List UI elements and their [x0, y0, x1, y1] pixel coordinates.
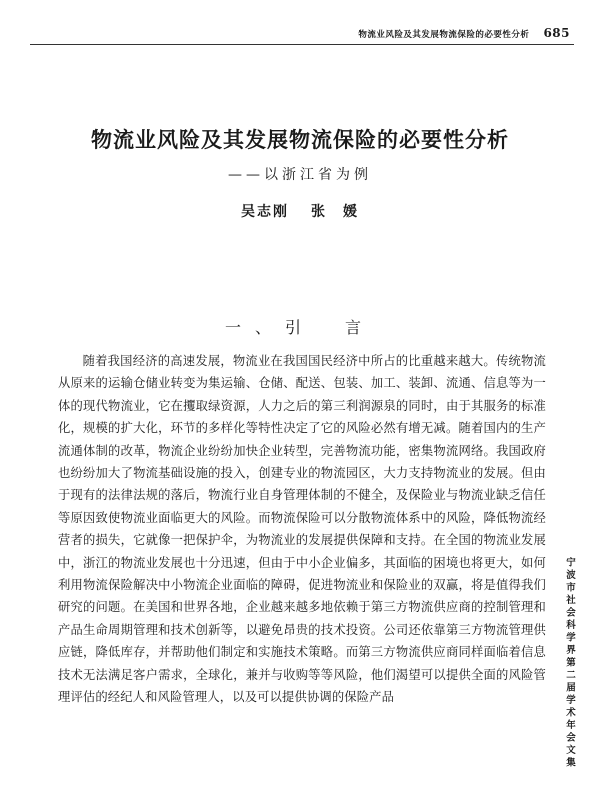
section-heading: 一、引 言	[224, 318, 375, 337]
body-paragraph: 随着我国经济的高速发展，物流业在我国国民经济中所占的比重越来越大。传统物流从原来的运输仓储业转变为集运输、仓储、配送、包装、加工、装卸、流通、信息等为一体的现代物流业，它在攫取绿资源，人力之后的第三利润源泉的同时，由于其服务的标准化，规模的扩大化，环节的多样化等特性决定了它的风险必然有增无减。随着国内的生产流通体制的改革，物流企业纷纷加快企业转型，完善物流功能，密集物流网络。我国政府也纷纷加大了物流基础设施的投入，创建专业的物流园区，大力支持物流业的发展。但由于现有的法律法规的落后，物流行业自身管理体制的不健全，及保险业与物流业缺乏信任等原因致使物流业面临更大的风险。而物流保险可以分散物流体系中的风险，降低物流经营者的损失，它就像一把保护伞，为物流业的发展提供保障和支持。在全国的物流业发展中，浙江的物流业发展也十分迅速，但由于中小企业偏多，其面临的困境也将更大，如何利用物流保险解决中小物流企业面临的障碍，促进物流业和保险业的双赢，将是值得我们研究的问题。在美国和世界各地，企业越来越多地依赖于第三方物流供应商的控制管理和产品生命周期管理和技术创新等，以避免昂贵的技术投资。公司还依靠第三方物流管理供应链，降低库存，并帮助他们制定和实施技术策略。而第三方物流供应商同样面临着信息技术无法满足客户需求，全球化，兼并与收购等等风险，他们渴望可以提供全面的风险管理评估的经纪人和风险管理人，以及可以提供协调的保险产品	[58, 354, 546, 705]
running-head	[358, 26, 570, 40]
page-number: 685	[543, 26, 570, 40]
running-head-title: 物流业风险及其发展物流保险的必要性分析	[358, 30, 530, 40]
header-rule	[30, 44, 574, 45]
author-name: 张 媛	[311, 204, 359, 220]
article-subtitle: ——以浙江省为例	[228, 167, 372, 183]
side-caption: 宁波市社会科学界第二届学术年会文集	[564, 557, 575, 770]
author-name: 吴志刚	[241, 204, 289, 220]
article-title: 物流业风险及其发展物流保险的必要性分析	[91, 127, 509, 152]
authors	[0, 201, 600, 221]
